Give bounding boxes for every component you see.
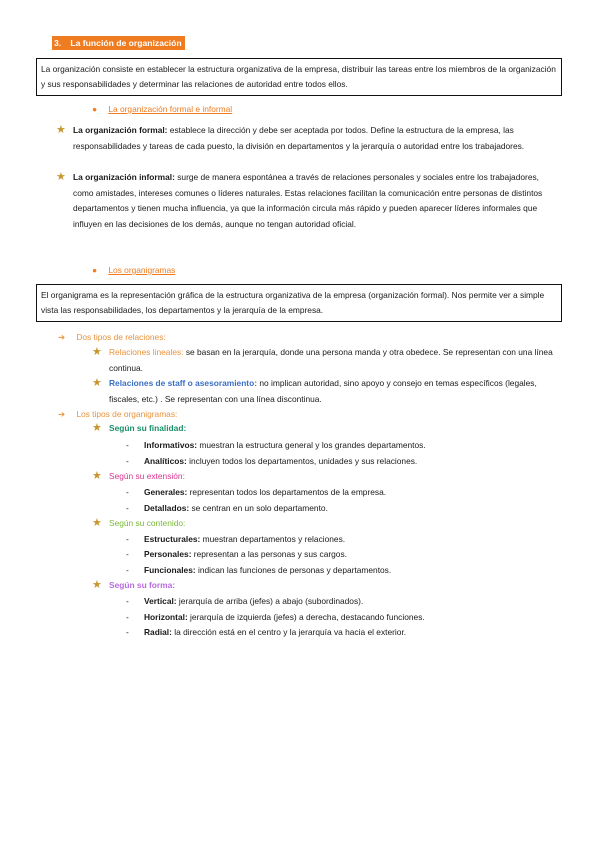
definition: incluyen todos los departamentos, unidades y sus relaciones. bbox=[186, 456, 418, 466]
term: Horizontal: bbox=[144, 612, 188, 622]
star-icon: ★ bbox=[92, 470, 102, 482]
group-finalidad bbox=[92, 421, 560, 437]
subsection-organigramas bbox=[92, 264, 175, 276]
term: Radial: bbox=[144, 627, 172, 637]
group-contenido bbox=[92, 516, 560, 532]
subsection-title: La organización formal e informal bbox=[108, 104, 233, 114]
group-title: Según su forma: bbox=[109, 580, 176, 590]
list-item bbox=[126, 532, 345, 546]
list-item bbox=[126, 625, 406, 639]
arrow-right-icon: ➔ bbox=[58, 409, 66, 419]
subsection-title: Los organigramas bbox=[108, 265, 176, 275]
organigrama-definition-box bbox=[36, 284, 562, 322]
definition: surge de manera espontánea a través de relaciones personales y sociales entre los trabajadores, como amistades, intereses comunes o líderes naturales. Estas relaciones facilitan la comunicación entre personas de distintos departamentos y tienen mucha influencia, ya que la información circula más rápido y pueden aparecer líderes informales que influyen en las decisiones de los demás, aunque no tengan autoridad oficial. bbox=[73, 172, 543, 229]
term: La organización informal: bbox=[73, 172, 175, 182]
term: La organización formal: bbox=[73, 125, 168, 135]
group-extension bbox=[92, 469, 560, 485]
term: Relaciones lineales: bbox=[109, 347, 184, 357]
list-item bbox=[126, 501, 328, 515]
star-icon: ★ bbox=[92, 346, 102, 358]
arrow-right-icon: ➔ bbox=[58, 332, 66, 342]
list-item-lineales bbox=[92, 345, 560, 376]
dash-bullet: - bbox=[126, 534, 129, 544]
relaciones-heading bbox=[58, 330, 166, 344]
star-icon: ★ bbox=[92, 579, 102, 591]
definition: jerarquía de izquierda (jefes) a derecha, destacando funciones. bbox=[187, 612, 425, 622]
term: Estructurales: bbox=[144, 534, 201, 544]
tipos-heading bbox=[58, 407, 177, 421]
dash-bullet: - bbox=[126, 487, 129, 497]
star-icon: ★ bbox=[92, 377, 102, 389]
definition: se centran en un solo departamento. bbox=[189, 503, 328, 513]
list-item bbox=[126, 438, 426, 452]
definition: muestran departamentos y relaciones. bbox=[200, 534, 346, 544]
dash-bullet: - bbox=[126, 627, 129, 637]
star-icon: ★ bbox=[56, 171, 66, 183]
term: Analíticos: bbox=[144, 456, 187, 466]
organigrama-definition-text: El organigrama es la representación gráfica de la estructura organizativa de la empresa (organización formal). Nos permite ver a simple vista las responsabilidades, los departamentos y la jerarquía de la empresa. bbox=[41, 290, 545, 315]
group-title: Según su finalidad: bbox=[109, 423, 187, 433]
star-icon: ★ bbox=[92, 422, 102, 434]
list-item bbox=[126, 485, 386, 499]
group-title: Según su contenido: bbox=[109, 518, 186, 528]
dash-bullet: - bbox=[126, 565, 129, 575]
list-item-staff bbox=[92, 376, 560, 407]
definition: representan a las personas y sus cargos. bbox=[191, 549, 347, 559]
definition: no implican autoridad, sino apoyo y consejo en temas específicos (legales, fiscales, etc.) . Se representan con una línea discontinua. bbox=[109, 378, 537, 404]
term: Informativos: bbox=[144, 440, 198, 450]
intro-definition-text: La organización consiste en establecer la estructura organizativa de la empresa, distribuir las tareas entre los miembros de la organización y sus responsabilidades y determinar las relaciones de autoridad entre todos ellos. bbox=[41, 64, 556, 89]
dash-bullet: - bbox=[126, 596, 129, 606]
heading-title: La función de organización bbox=[70, 38, 182, 48]
term: Relaciones de staff o asesoramiento: bbox=[109, 378, 258, 388]
relaciones-title: Dos tipos de relaciones: bbox=[76, 332, 166, 342]
definition: jerarquía de arriba (jefes) a abajo (subordinados). bbox=[176, 596, 364, 606]
definition: representan todos los departamentos de la empresa. bbox=[187, 487, 387, 497]
list-item bbox=[126, 454, 417, 468]
dash-bullet: - bbox=[126, 456, 129, 466]
definition: muestran la estructura general y los grandes departamentos. bbox=[197, 440, 426, 450]
term: Vertical: bbox=[144, 596, 177, 606]
section-heading bbox=[52, 36, 185, 50]
list-item bbox=[126, 610, 425, 624]
term: Detallados: bbox=[144, 503, 190, 513]
star-icon: ★ bbox=[92, 517, 102, 529]
subsection-formal-informal bbox=[92, 103, 232, 115]
group-forma bbox=[92, 578, 560, 594]
definition: la dirección está en el centro y la jerarquía va hacia el exterior. bbox=[171, 627, 407, 637]
heading-number: 3. bbox=[54, 38, 62, 48]
list-item bbox=[126, 594, 363, 608]
tipos-title: Los tipos de organigramas: bbox=[76, 409, 178, 419]
list-item bbox=[126, 563, 391, 577]
list-item bbox=[126, 547, 347, 561]
term: Personales: bbox=[144, 549, 192, 559]
dash-bullet: - bbox=[126, 440, 129, 450]
list-item-informal bbox=[56, 170, 560, 232]
intro-definition-box bbox=[36, 58, 562, 96]
dash-bullet: - bbox=[126, 612, 129, 622]
term: Funcionales: bbox=[144, 565, 196, 575]
bullet-icon: ● bbox=[92, 265, 98, 275]
dash-bullet: - bbox=[126, 503, 129, 513]
group-title: Según su extensión: bbox=[109, 471, 185, 481]
bullet-icon: ● bbox=[92, 104, 98, 114]
definition: se basan en la jerarquía, donde una persona manda y otra obedece. Se representan con una línea continua. bbox=[109, 347, 553, 373]
definition: establece la dirección y debe ser aceptada por todos. Define la estructura de la empresa, las responsabilidades y tareas de cada puesto, la división en departamentos y la jerarquía o autoridad entre los trabajadores. bbox=[73, 125, 525, 151]
list-item-formal bbox=[56, 123, 560, 154]
dash-bullet: - bbox=[126, 549, 129, 559]
star-icon: ★ bbox=[56, 124, 66, 136]
definition: indican las funciones de personas y departamentos. bbox=[195, 565, 392, 575]
term: Generales: bbox=[144, 487, 188, 497]
